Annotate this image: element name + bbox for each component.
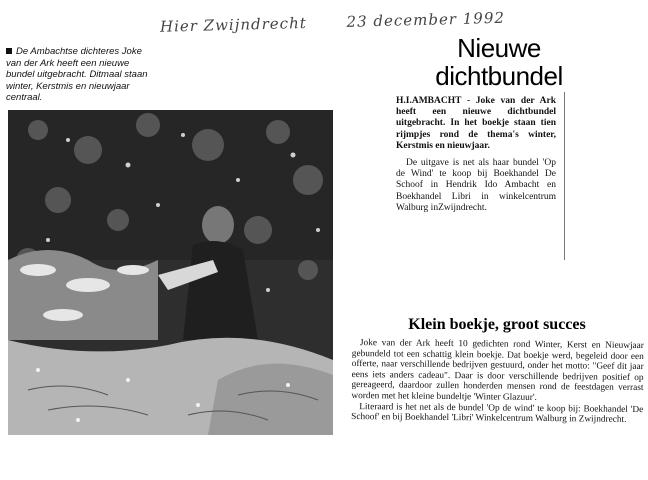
article-2-paragraph-1: Joke van der Ark heeft 10 gedichten rond Winter, Kerst en Nieuwjaar gebundeld tot een schattig klein boekje. Dat boekje werd, begeleid door een offerte, naar verschillende bedrijven gestuurd, onder het motto: "Geef dit jaar eens iets anders cadeau". Daar is door verschillende bedrijven positief op gereageerd, daardoor zullen honderden mensen rond de feestdagen verrast worden met het kleine bundeltje 'Winter Glazuur'. bbox=[351, 338, 644, 403]
article-1-lead bbox=[396, 96, 556, 152]
article-1-body bbox=[396, 96, 556, 220]
photo-caption bbox=[6, 46, 336, 104]
photo-graphic bbox=[8, 110, 333, 435]
article-photo bbox=[8, 110, 333, 435]
dateline: H.I.AMBACHT bbox=[396, 96, 462, 106]
article-2-paragraph-2: Literaard is het net als de bundel 'Op de wind' te koop bij: Boekhandel 'De Schoof' en bij Boekhandel 'Libri' Winkelcentrum Walburg in Zwijndrecht. bbox=[351, 401, 644, 426]
article-2-headline: Klein boekje, groot succes bbox=[408, 316, 586, 333]
handwritten-date: 23 december 1992 bbox=[346, 8, 506, 31]
article-2-body bbox=[351, 338, 644, 426]
article-1-headline bbox=[414, 34, 584, 90]
caption-bullet-icon bbox=[6, 48, 12, 54]
column-divider bbox=[564, 92, 565, 260]
headline-line-1: Nieuwe bbox=[457, 33, 541, 63]
article-1-paragraph-2: De uitgave is net als haar bundel 'Op de Wind' te koop bij Boekhandel De Schoof in Hendrik Ido Ambacht en Boekhandel Libri in winkelcentrum Walburg inZwijndrecht. bbox=[396, 158, 556, 213]
caption-text: De Ambachtse dichteres Joke van der Ark heeft een nieuwe bundel uitgebracht. Ditmaal staan winter, Kerstmis en nieuwjaar centraal. bbox=[6, 46, 148, 103]
lead-text: - Joke van der Ark heeft een nieuwe dichtbundel uitgebracht. In het boekje staan tien rijmpjes rond de thema's winter, Kerstmis en nieuwjaar. bbox=[396, 96, 556, 151]
handwritten-source: Hier Zwijndrecht bbox=[159, 13, 307, 36]
headline-line-2: dichtbundel bbox=[435, 61, 563, 91]
